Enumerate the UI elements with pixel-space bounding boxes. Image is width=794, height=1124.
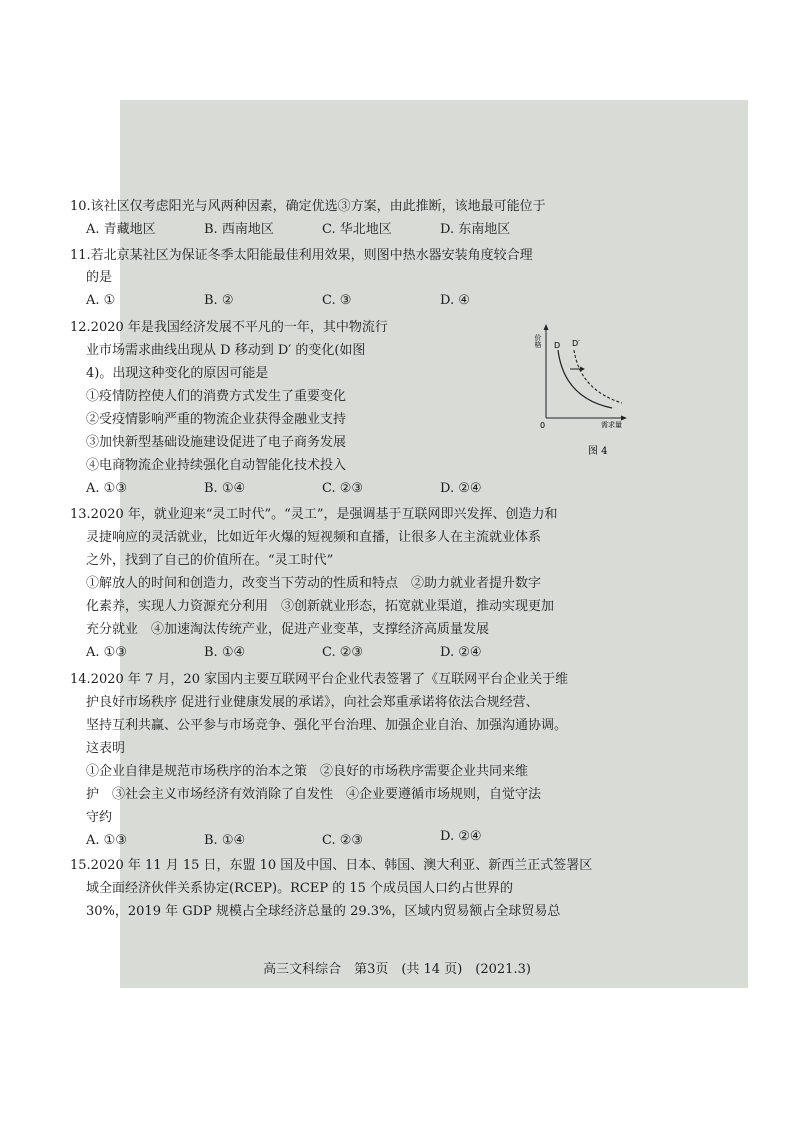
q11-option-c: C. ③: [322, 293, 352, 308]
q14-stem-line-3: 坚持互利共赢、公平参与市场竞争、强化平台治理、加强企业自治、加强沟通协调。: [86, 718, 568, 733]
curve-d-label: D: [554, 341, 561, 350]
q14-stem-line-4: 这表明: [86, 741, 126, 756]
q13-option-a: A. ①③: [86, 645, 127, 660]
q12-statement-2: ②受疫情影响严重的物流企业获得金融业支持: [86, 412, 347, 427]
q12-option-b: B. ①④: [204, 481, 246, 496]
q11-option-b: B. ②: [204, 293, 234, 308]
shift-arrow-head: [580, 367, 585, 372]
q12-stem-line-2: 业市场需求曲线出现从 D 移动到 D′ 的变化(如图: [86, 343, 366, 358]
q13-option-c: C. ②③: [322, 645, 364, 660]
q13-stem-line-3: 之外，找到了自己的价值所在。“灵工时代”: [86, 553, 334, 568]
q15-stem-line-2: 域全面经济伙伴关系协定(RCEP)。RCEP 的 15 个成员国人口约占世界的: [86, 881, 514, 896]
figure-4-x-label: 需求量: [601, 421, 622, 429]
q12-option-d: D. ②④: [440, 481, 482, 496]
figure-4-origin: 0: [540, 421, 546, 430]
q14-option-a: A. ①③: [86, 833, 127, 848]
q15-stem-line-3: 30%，2019 年 GDP 规模占全球经济总量的 29.3%，区域内贸易额占全球贸易总: [86, 904, 561, 919]
q10-option-b: B. 西南地区: [204, 222, 274, 237]
q14-option-b: B. ①④: [204, 833, 246, 848]
q12-option-a: A. ①③: [86, 481, 127, 496]
figure-4-x-arrow: [621, 416, 627, 421]
q10-option-c: C. 华北地区: [322, 222, 392, 237]
q13-option-b: B. ①④: [204, 645, 246, 660]
q12-stem-line-1: 12.2020 年是我国经济发展不平凡的一年，其中物流行: [70, 320, 388, 335]
q12-statement-3: ③加快新型基础设施建设促进了电子商务发展: [86, 435, 347, 450]
figure-4-y-arrow: [544, 324, 549, 330]
q13-option-d: D. ②④: [440, 645, 482, 660]
q13-stem-line-1: 13.2020 年，就业迎来“灵工时代”。“灵工”，是强调基于互联网即兴发挥、创造力和: [70, 507, 558, 522]
q13-statement-line-1: ①解放人的时间和创造力，改变当下劳动的性质和特点 ②助力就业者提升数字: [86, 576, 542, 591]
q11-option-d: D. ④: [440, 293, 470, 308]
q14-stem-line-2: 护良好市场秩序 促进行业健康发展的承诺》，向社会郑重承诺将依法合规经营、: [86, 695, 539, 710]
figure-4-demand-curve: [528, 320, 628, 460]
q10-option-a: A. 青藏地区: [86, 222, 156, 237]
q11-option-a: A. ①: [86, 293, 116, 308]
q14-stem-line-1: 14.2020 年 7 月，20 家国内主要互联网平台企业代表签署了《互联网平台企业关于维: [70, 672, 569, 687]
q13-statement-line-3: 充分就业 ④加速淘汰传统产业，促进产业变革，支撑经济高质量发展: [86, 622, 490, 637]
curve-d-prime-label: D′: [572, 339, 580, 348]
q14-statement-line-2: 护 ③社会主义市场经济有效消除了自发性 ④企业要遵循市场规则，自觉守法: [86, 787, 542, 802]
figure-4-y-label: 价格: [534, 334, 542, 348]
q14-option-c: C. ②③: [322, 833, 364, 848]
q13-statement-line-2: 化素养，实现人力资源充分利用 ③创新就业形态，拓宽就业渠道，推动实现更加: [86, 599, 555, 614]
q12-stem-line-3: 4)。出现这种变化的原因可能是: [86, 366, 269, 381]
figure-4-caption: 图 4: [588, 446, 608, 457]
q13-stem-line-2: 灵捷响应的灵活就业，比如近年火爆的短视频和直播，让很多人在主流就业体系: [86, 530, 542, 545]
page-footer: 高三文科综合 第3页 (共 14 页) (2021.3): [263, 962, 531, 977]
q10-stem: 10.该社区仅考虑阳光与风两种因素，确定优选③方案，由此推断，该地最可能位于: [70, 199, 546, 214]
q12-option-c: C. ②③: [322, 481, 364, 496]
q15-stem-line-1: 15.2020 年 11 月 15 日，东盟 10 国及中国、日本、韩国、澳大利亚、新西兰正式签署区: [70, 858, 593, 873]
q11-stem-line-1: 11.若北京某社区为保证冬季太阳能最佳利用效果，则图中热水器安装角度较合理: [70, 248, 533, 263]
q11-stem-line-2: 的是: [86, 270, 113, 285]
q14-option-d: D. ②④: [440, 829, 482, 844]
q10-option-d: D. 东南地区: [440, 222, 511, 237]
q14-statement-line-1: ①企业自律是规范市场秩序的治本之策 ②良好的市场秩序需要企业共同来维: [86, 764, 529, 779]
q12-statement-4: ④电商物流企业持续强化自动智能化技术投入: [86, 458, 347, 473]
q12-statement-1: ①疫情防控使人们的消费方式发生了重要变化: [86, 389, 347, 404]
q14-statement-line-3: 守约: [86, 810, 113, 825]
